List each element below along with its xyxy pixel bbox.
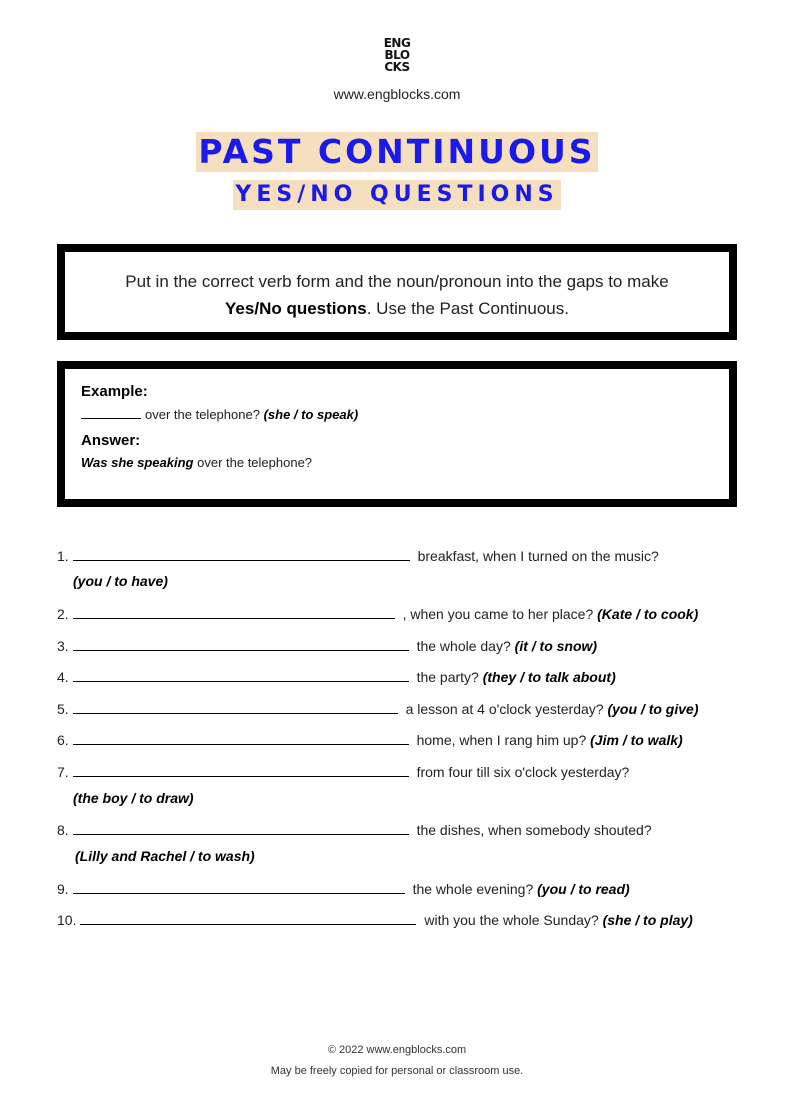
- question-8: [57, 820, 747, 838]
- instructions-bold: Yes/No questions: [225, 299, 367, 318]
- answer-label: Answer:: [81, 432, 141, 449]
- footer-copyright: © 2022 www.engblocks.com: [327, 1044, 467, 1056]
- instructions-part2: . Use the Past Continuous.: [366, 299, 569, 318]
- answer-blank[interactable]: [73, 879, 405, 894]
- question-7-hint: (the boy / to draw): [73, 790, 194, 806]
- question-text: with you the whole Sunday?: [424, 912, 599, 928]
- question-text: breakfast, when I turned on the music?: [417, 548, 659, 564]
- question-number: 9.: [57, 881, 69, 897]
- question-1: [57, 546, 747, 564]
- example-box: [57, 361, 737, 507]
- answer-blank[interactable]: [73, 762, 409, 777]
- question-number: 2.: [57, 606, 69, 622]
- question-hint: (she / to play): [602, 912, 693, 928]
- question-text: a lesson at 4 o'clock yesterday?: [405, 701, 604, 717]
- question-5: [57, 699, 747, 717]
- answer-blank[interactable]: [73, 820, 409, 835]
- page-title: PAST CONTINUOUS: [198, 132, 596, 171]
- answer-blank[interactable]: [73, 699, 398, 714]
- question-text: the party?: [416, 669, 479, 685]
- question-number: 7.: [57, 764, 69, 780]
- question-text: from four till six o'clock yesterday?: [416, 764, 630, 780]
- answer-rest: over the telephone?: [197, 455, 313, 470]
- question-text: the dishes, when somebody shouted?: [416, 822, 652, 838]
- question-hint: (Kate / to cook): [597, 606, 699, 622]
- question-number: 10.: [57, 912, 77, 928]
- question-6: [57, 730, 747, 748]
- logo-line-3: CKS: [384, 60, 410, 74]
- question-1-hint: (you / to have): [73, 573, 168, 589]
- question-3: [57, 636, 747, 654]
- question-number: 1.: [57, 548, 69, 564]
- answer-blank[interactable]: [80, 910, 416, 925]
- question-text: the whole day?: [416, 638, 511, 654]
- instructions-part1: Put in the correct verb form and the noun/pronoun into the gaps to make: [125, 272, 669, 291]
- question-number: 4.: [57, 669, 69, 685]
- question-number: 6.: [57, 732, 69, 748]
- logo-line-2: BLO: [384, 48, 410, 62]
- question-10: [57, 910, 747, 928]
- answer-blank[interactable]: [73, 636, 409, 651]
- question-number: 5.: [57, 701, 69, 717]
- question-hint: (you / to give): [607, 701, 699, 717]
- answer-blank[interactable]: [73, 604, 395, 619]
- answer-blank[interactable]: [73, 546, 410, 561]
- example-text: over the telephone?: [145, 407, 260, 422]
- question-number: 3.: [57, 638, 69, 654]
- example-sentence: [81, 406, 729, 422]
- footer-license: May be freely copied for personal or classroom use.: [270, 1065, 524, 1077]
- answer-sentence: [81, 455, 729, 470]
- answer-bold: Was she speaking: [81, 455, 194, 470]
- example-blank: [81, 406, 141, 419]
- question-hint: (you / to read): [537, 881, 630, 897]
- question-hint: (it / to snow): [514, 638, 598, 654]
- question-9: [57, 879, 747, 897]
- question-2: [57, 604, 747, 622]
- page-subtitle: YES/NO QUESTIONS: [233, 180, 560, 210]
- question-text: home, when I rang him up?: [416, 732, 587, 748]
- answer-blank[interactable]: [73, 730, 409, 745]
- question-number: 8.: [57, 822, 69, 838]
- question-hint: (Jim / to walk): [590, 732, 683, 748]
- example-hint: (she / to speak): [263, 407, 359, 422]
- question-4: [57, 667, 747, 685]
- example-label: Example:: [81, 383, 148, 400]
- question-7: [57, 762, 747, 780]
- site-url[interactable]: www.engblocks.com: [333, 86, 461, 102]
- logo: [0, 37, 794, 76]
- engblocks-logo: [384, 37, 411, 73]
- answer-blank[interactable]: [73, 667, 409, 682]
- instructions-box: [57, 244, 737, 340]
- question-text: , when you came to her place?: [402, 606, 594, 622]
- question-8-hint: (Lilly and Rachel / to wash): [75, 848, 255, 864]
- logo-line-1: ENG: [383, 36, 411, 50]
- question-hint: (they / to talk about): [482, 669, 616, 685]
- question-text: the whole evening?: [412, 881, 534, 897]
